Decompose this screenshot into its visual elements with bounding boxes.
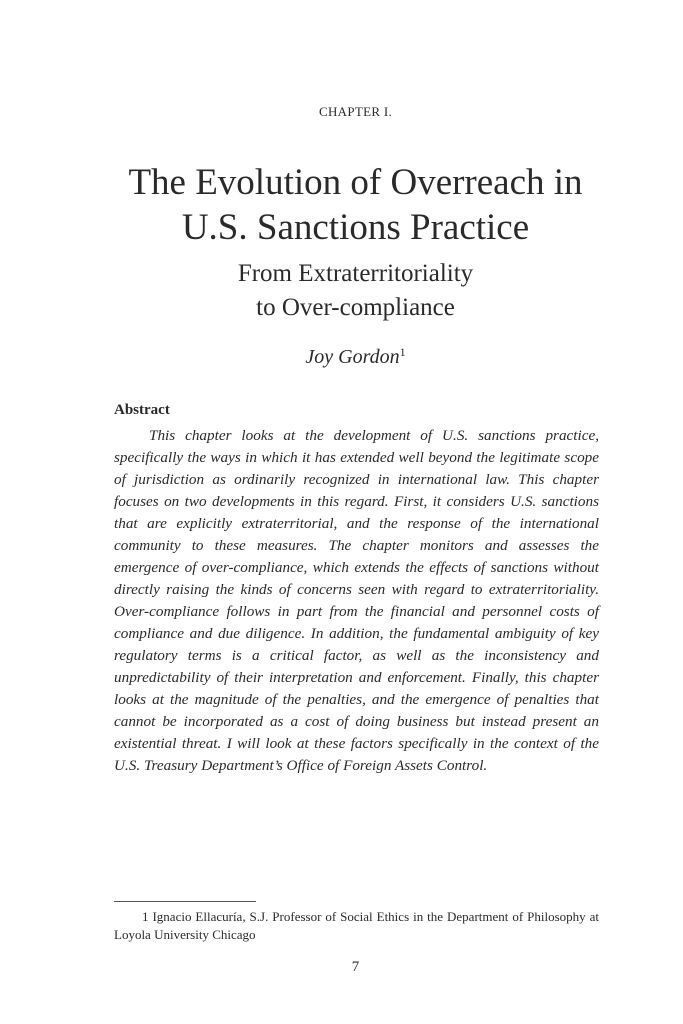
footnote-divider: [114, 901, 256, 902]
chapter-title-line-1: The Evolution of Overreach in: [128, 162, 583, 203]
chapter-subtitle-line-2: to Over-compliance: [256, 294, 455, 321]
footnote: 1 Ignacio Ellacuría, S.J. Professor of Social Ethics in the Department of Philosophy at Loyola University Chicago: [114, 909, 599, 942]
author-name: Joy Gordon: [305, 346, 400, 368]
chapter-title: [0, 160, 683, 250]
chapter-label: CHAPTER I.: [318, 104, 393, 119]
page-number: 7: [351, 959, 360, 975]
chapter-title-line-2: U.S. Sanctions Practice: [181, 207, 530, 248]
abstract-body: This chapter looks at the development of U.S. sanctions practice, specifically the ways in which it has extended well beyond the legitimate scope of jurisdiction as ordinarily recognized in international law. This chapter focuses on two developments in this regard. First, it considers U.S. sanctions that are explicitly extraterritorial, and the response of the international community to these measures. The chapter monitors and assesses the emergence of over-compliance, which extends the effects of sanctions without directly raising the kinds of concerns seen with regard to extraterritoriality. Over-compliance follows in part from the financial and personnel costs of compliance and due diligence. In addition, the fundamental ambiguity of key regulatory terms is a critical factor, as well as the inconsistency and unpredictability of their interpretation and enforcement. Finally, this chapter looks at the magnitude of the penalties, and the emergence of penalties that cannot be incorporated as a cost of doing business but instead present an existential threat. I will look at these factors specifically in the context of the U.S. Treasury Department’s Office of Foreign Assets Control.: [114, 427, 599, 774]
chapter-subtitle-line-1: From Extraterritoriality: [237, 260, 474, 287]
author-line: [0, 346, 683, 369]
abstract-heading: Abstract: [114, 402, 170, 418]
author-footnote-marker: 1: [399, 345, 406, 359]
chapter-subtitle: [0, 257, 683, 325]
